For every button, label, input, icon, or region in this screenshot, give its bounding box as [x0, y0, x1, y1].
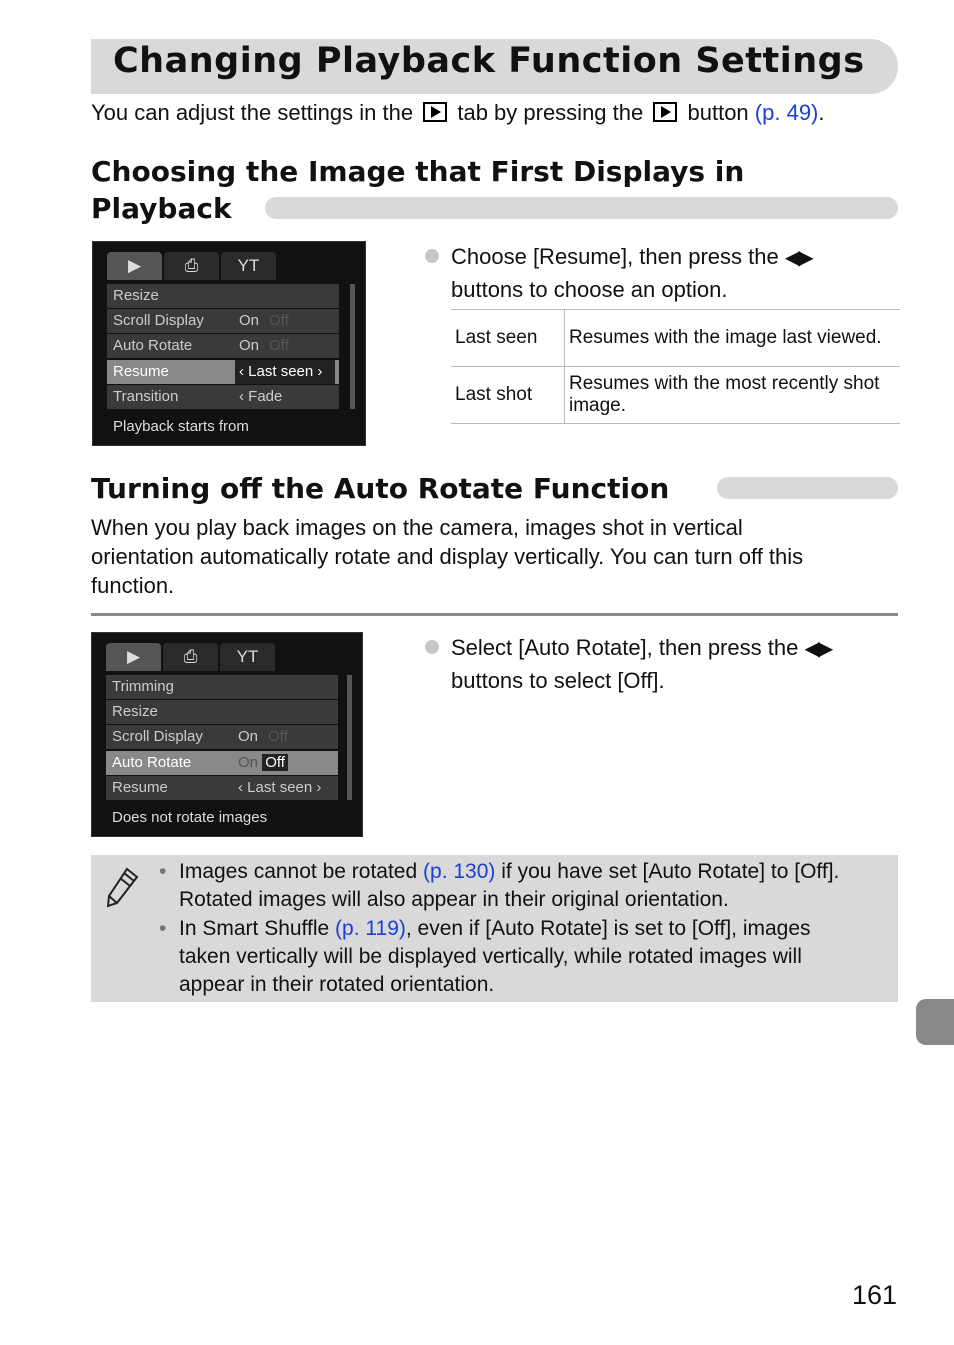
row-value [239, 334, 289, 358]
playback-tab-icon [423, 102, 447, 122]
note-item [159, 858, 891, 914]
row-value: ‹ Fade [239, 388, 283, 405]
table-row [451, 310, 900, 367]
camera-screen-resume [92, 241, 366, 446]
camera-menu-row [106, 725, 338, 749]
value-on: On [238, 754, 259, 771]
instruction-line2: buttons to select [Off]. [451, 668, 665, 693]
playback-button-icon [653, 102, 677, 122]
camera-menu-row [106, 675, 338, 699]
note-link[interactable]: (p. 130) [423, 860, 496, 883]
note-text: taken vertically will be displayed vertically, while rotated images will [179, 945, 802, 968]
camera-tabs [107, 252, 276, 282]
row-value [239, 309, 289, 333]
bullet-icon [425, 640, 439, 654]
section2-body [91, 513, 898, 600]
camera-tabs [106, 643, 275, 673]
value-text: Last seen [247, 779, 313, 796]
settings-tab-icon: ΥΤ [221, 252, 276, 280]
row-label: Transition [113, 388, 179, 405]
section2-heading: Turning off the Auto Rotate Function [91, 472, 670, 505]
note-text: if you have set [Auto Rotate] to [Off]. [501, 860, 840, 883]
intro-link[interactable]: (p. 49) [754, 100, 819, 125]
row-value: ‹ Last seen › [238, 779, 322, 796]
camera-footer: Does not rotate images [112, 809, 268, 826]
section2-instruction [451, 632, 891, 696]
page-title: Changing Playback Function Settings [113, 41, 865, 81]
option-desc: Resumes with the image last viewed. [565, 310, 901, 367]
note-text: Rotated images will also appear in their original orientation. [179, 888, 729, 911]
note-text: , even if [Auto Rotate] is set to [Off], images [405, 917, 811, 940]
note-link[interactable]: (p. 119) [335, 917, 406, 940]
body-line: When you play back images on the camera, images shot in vertical [91, 515, 743, 540]
value-on: On [239, 312, 260, 329]
bullet-icon: • [159, 860, 167, 883]
section1-instruction [451, 241, 891, 305]
row-label: Resize [112, 703, 158, 720]
value-off: Off [268, 728, 288, 745]
pencil-icon [105, 865, 141, 909]
print-tab-icon: ⎙ [164, 252, 219, 280]
row-label: Auto Rotate [112, 754, 192, 771]
note-text: appear in their rotated orientation. [179, 973, 495, 996]
intro-text [91, 100, 825, 126]
option-key: Last shot [451, 367, 565, 424]
intro-part2: tab by pressing the [457, 100, 644, 125]
intro-end: . [818, 100, 825, 125]
intro-part3: button [687, 100, 749, 125]
bullet-icon [425, 249, 439, 263]
row-label: Scroll Display [113, 312, 204, 329]
instruction-line1: Choose [Resume], then press the [451, 244, 779, 269]
row-label: Resize [113, 287, 159, 304]
note-box [91, 855, 898, 1002]
value-on: On [238, 728, 259, 745]
note-text: Images cannot be rotated [179, 860, 418, 883]
row-label: Auto Rotate [113, 337, 193, 354]
value-on: On [239, 337, 260, 354]
camera-menu-row [107, 284, 339, 308]
row-label: Resume [112, 779, 168, 796]
instruction-line2: buttons to choose an option. [451, 277, 728, 302]
value-text: Last seen [248, 363, 314, 380]
bullet-icon: • [159, 917, 167, 940]
section1-heading-line1: Choosing the Image that First Displays in [91, 155, 745, 188]
row-label: Resume [113, 363, 169, 380]
value-off: Off [269, 312, 289, 329]
body-line: orientation automatically rotate and display vertically. You can turn off this [91, 544, 804, 569]
camera-menu-row [106, 700, 338, 724]
row-value [238, 751, 288, 775]
camera-screen-auto-rotate [91, 632, 363, 837]
value-text: Fade [248, 388, 283, 405]
camera-footer: Playback starts from [113, 418, 249, 435]
option-desc: Resumes with the most recently shot image. [565, 367, 901, 424]
camera-menu-row-selected [106, 751, 338, 775]
left-right-arrows-icon: ◀▶ [784, 247, 812, 269]
playback-tab-icon: ▶ [107, 252, 162, 280]
camera-menu-row [107, 385, 339, 409]
divider [91, 613, 898, 616]
left-right-arrows-icon: ◀▶ [804, 638, 832, 660]
intro-part1: You can adjust the settings in the [91, 100, 414, 125]
print-tab-icon: ⎙ [163, 643, 218, 671]
table-row [451, 367, 900, 424]
option-key: Last seen [451, 310, 565, 367]
camera-menu-row-selected [107, 360, 339, 384]
options-table [451, 309, 900, 424]
note-item [159, 915, 891, 999]
chapter-tab [916, 999, 954, 1045]
body-line: function. [91, 573, 175, 598]
camera-menu-row [107, 309, 339, 333]
playback-tab-icon: ▶ [106, 643, 161, 671]
page-number: 161 [852, 1280, 898, 1310]
section1-heading-line2: Playback [91, 192, 232, 225]
instruction-line1: Select [Auto Rotate], then press the [451, 635, 799, 660]
camera-scrollbar [347, 675, 352, 800]
row-value: ‹ Last seen › [235, 360, 335, 384]
camera-menu-row [106, 776, 338, 800]
row-label: Scroll Display [112, 728, 203, 745]
camera-menu-row [107, 334, 339, 358]
section1-heading-bar [265, 197, 898, 219]
settings-tab-icon: ΥΤ [220, 643, 275, 671]
value-off-selected: Off [262, 754, 288, 771]
note-text: In Smart Shuffle [179, 917, 330, 940]
row-value [238, 725, 288, 749]
row-label: Trimming [112, 678, 174, 695]
value-off: Off [269, 337, 289, 354]
camera-scrollbar [350, 284, 355, 409]
section2-heading-bar [717, 477, 898, 499]
